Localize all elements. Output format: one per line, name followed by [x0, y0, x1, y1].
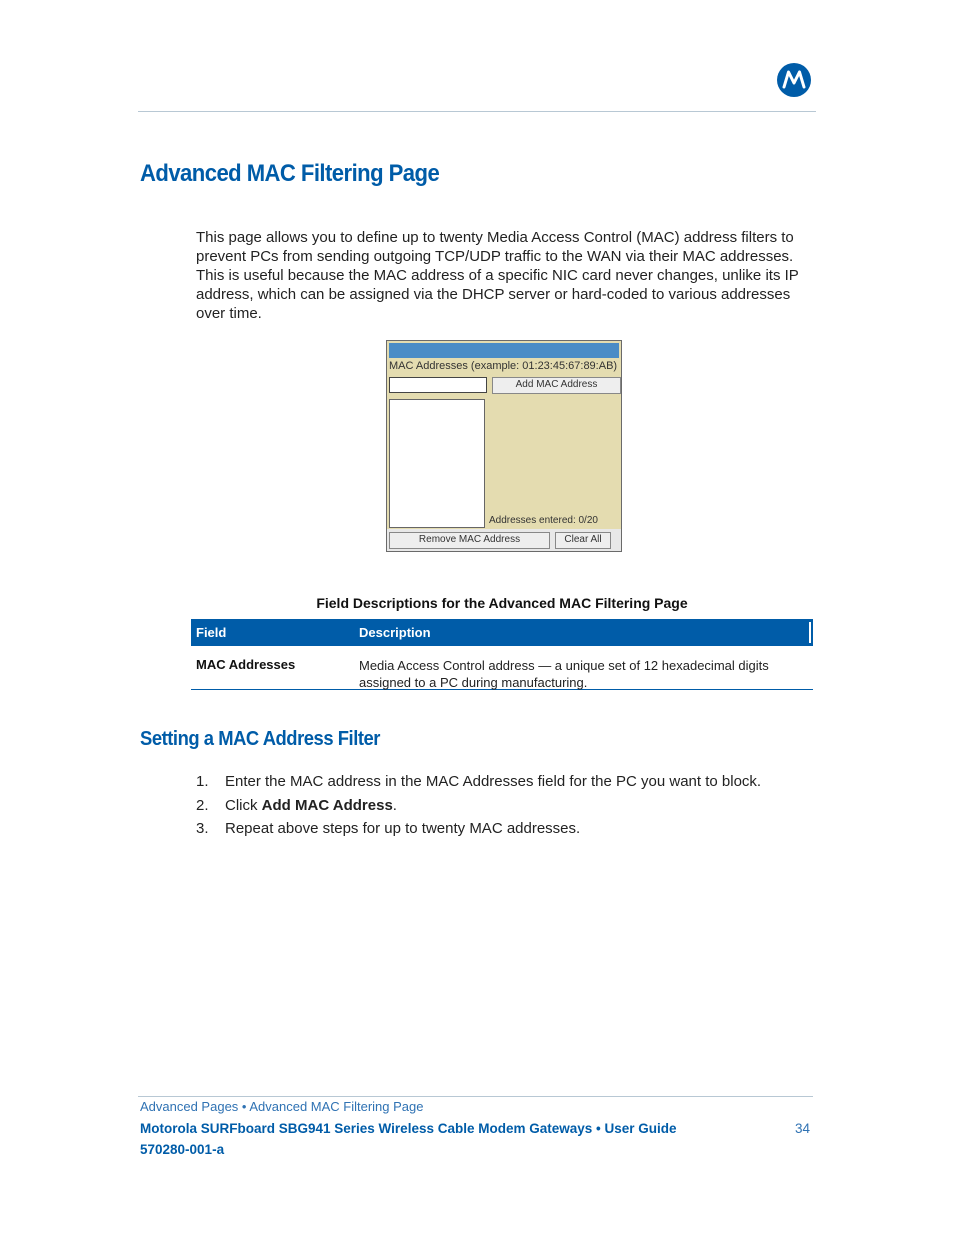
- step-text-post: .: [392, 796, 397, 814]
- step-text: [225, 796, 397, 816]
- header-edge-marker: [809, 622, 811, 643]
- table-header-row: [191, 619, 813, 646]
- table-caption: Field Descriptions for the Advanced MAC Filtering Page: [316, 595, 688, 611]
- page-number: 34: [795, 1121, 811, 1136]
- mac-address-input[interactable]: [389, 377, 487, 393]
- list-item: [196, 796, 816, 820]
- step-number: 1.: [196, 773, 209, 790]
- step-number: 3.: [196, 820, 209, 837]
- screenshot-title-bar: [389, 343, 619, 358]
- step-text-pre: Click: [225, 796, 262, 814]
- remove-mac-address-button[interactable]: Remove MAC Address: [389, 532, 550, 549]
- list-item: [196, 819, 816, 843]
- header-divider: [138, 111, 816, 112]
- mac-filter-screenshot: [386, 340, 622, 552]
- step-text: Enter the MAC address in the MAC Addresses field for the PC you want to block.: [225, 773, 762, 790]
- intro-paragraph: This page allows you to define up to twenty Media Access Control (MAC) address filters to prevent PCs from sending outgoing TCP/UDP traffic to the WAN via their MAC addresses. This is useful because the MAC address of a specific NIC card never changes, unlike its IP address, which can be assigned via the DHCP server or hard-coded to various addresses over time.: [196, 229, 799, 322]
- motorola-logo-icon: [777, 63, 811, 97]
- section-title: Setting a MAC Address Filter: [140, 728, 380, 750]
- footer-breadcrumb: Advanced Pages • Advanced MAC Filtering Page: [140, 1099, 424, 1114]
- footer-guide-title: Motorola SURFboard SBG941 Series Wireless Cable Modem Gateways • User Guide: [140, 1121, 677, 1136]
- steps-list: [196, 772, 816, 843]
- page-title: Advanced MAC Filtering Page: [140, 160, 440, 187]
- table-row: [191, 646, 813, 690]
- clear-all-button[interactable]: Clear All: [555, 532, 611, 549]
- footer-doc-number: 570280-001-a: [140, 1142, 225, 1157]
- footer-divider: [138, 1096, 813, 1097]
- addresses-entered-count: Addresses entered: 0/20: [489, 515, 598, 526]
- row-field: MAC Addresses: [196, 657, 296, 672]
- step-text-bold: Add MAC Address: [261, 796, 393, 814]
- add-mac-address-button[interactable]: Add MAC Address: [492, 377, 621, 394]
- list-item: [196, 772, 816, 796]
- header-field: Field: [196, 625, 227, 640]
- mac-address-list[interactable]: [389, 399, 485, 528]
- header-description: Description: [359, 625, 431, 640]
- row-description: Media Access Control address — a unique set of 12 hexadecimal digits assigned to a PC during manufacturing.: [359, 658, 769, 690]
- step-number: 2.: [196, 796, 209, 814]
- mac-addresses-label: MAC Addresses (example: 01:23:45:67:89:AB): [389, 360, 618, 372]
- step-text: Repeat above steps for up to twenty MAC addresses.: [225, 820, 581, 837]
- field-descriptions-table: [191, 619, 813, 690]
